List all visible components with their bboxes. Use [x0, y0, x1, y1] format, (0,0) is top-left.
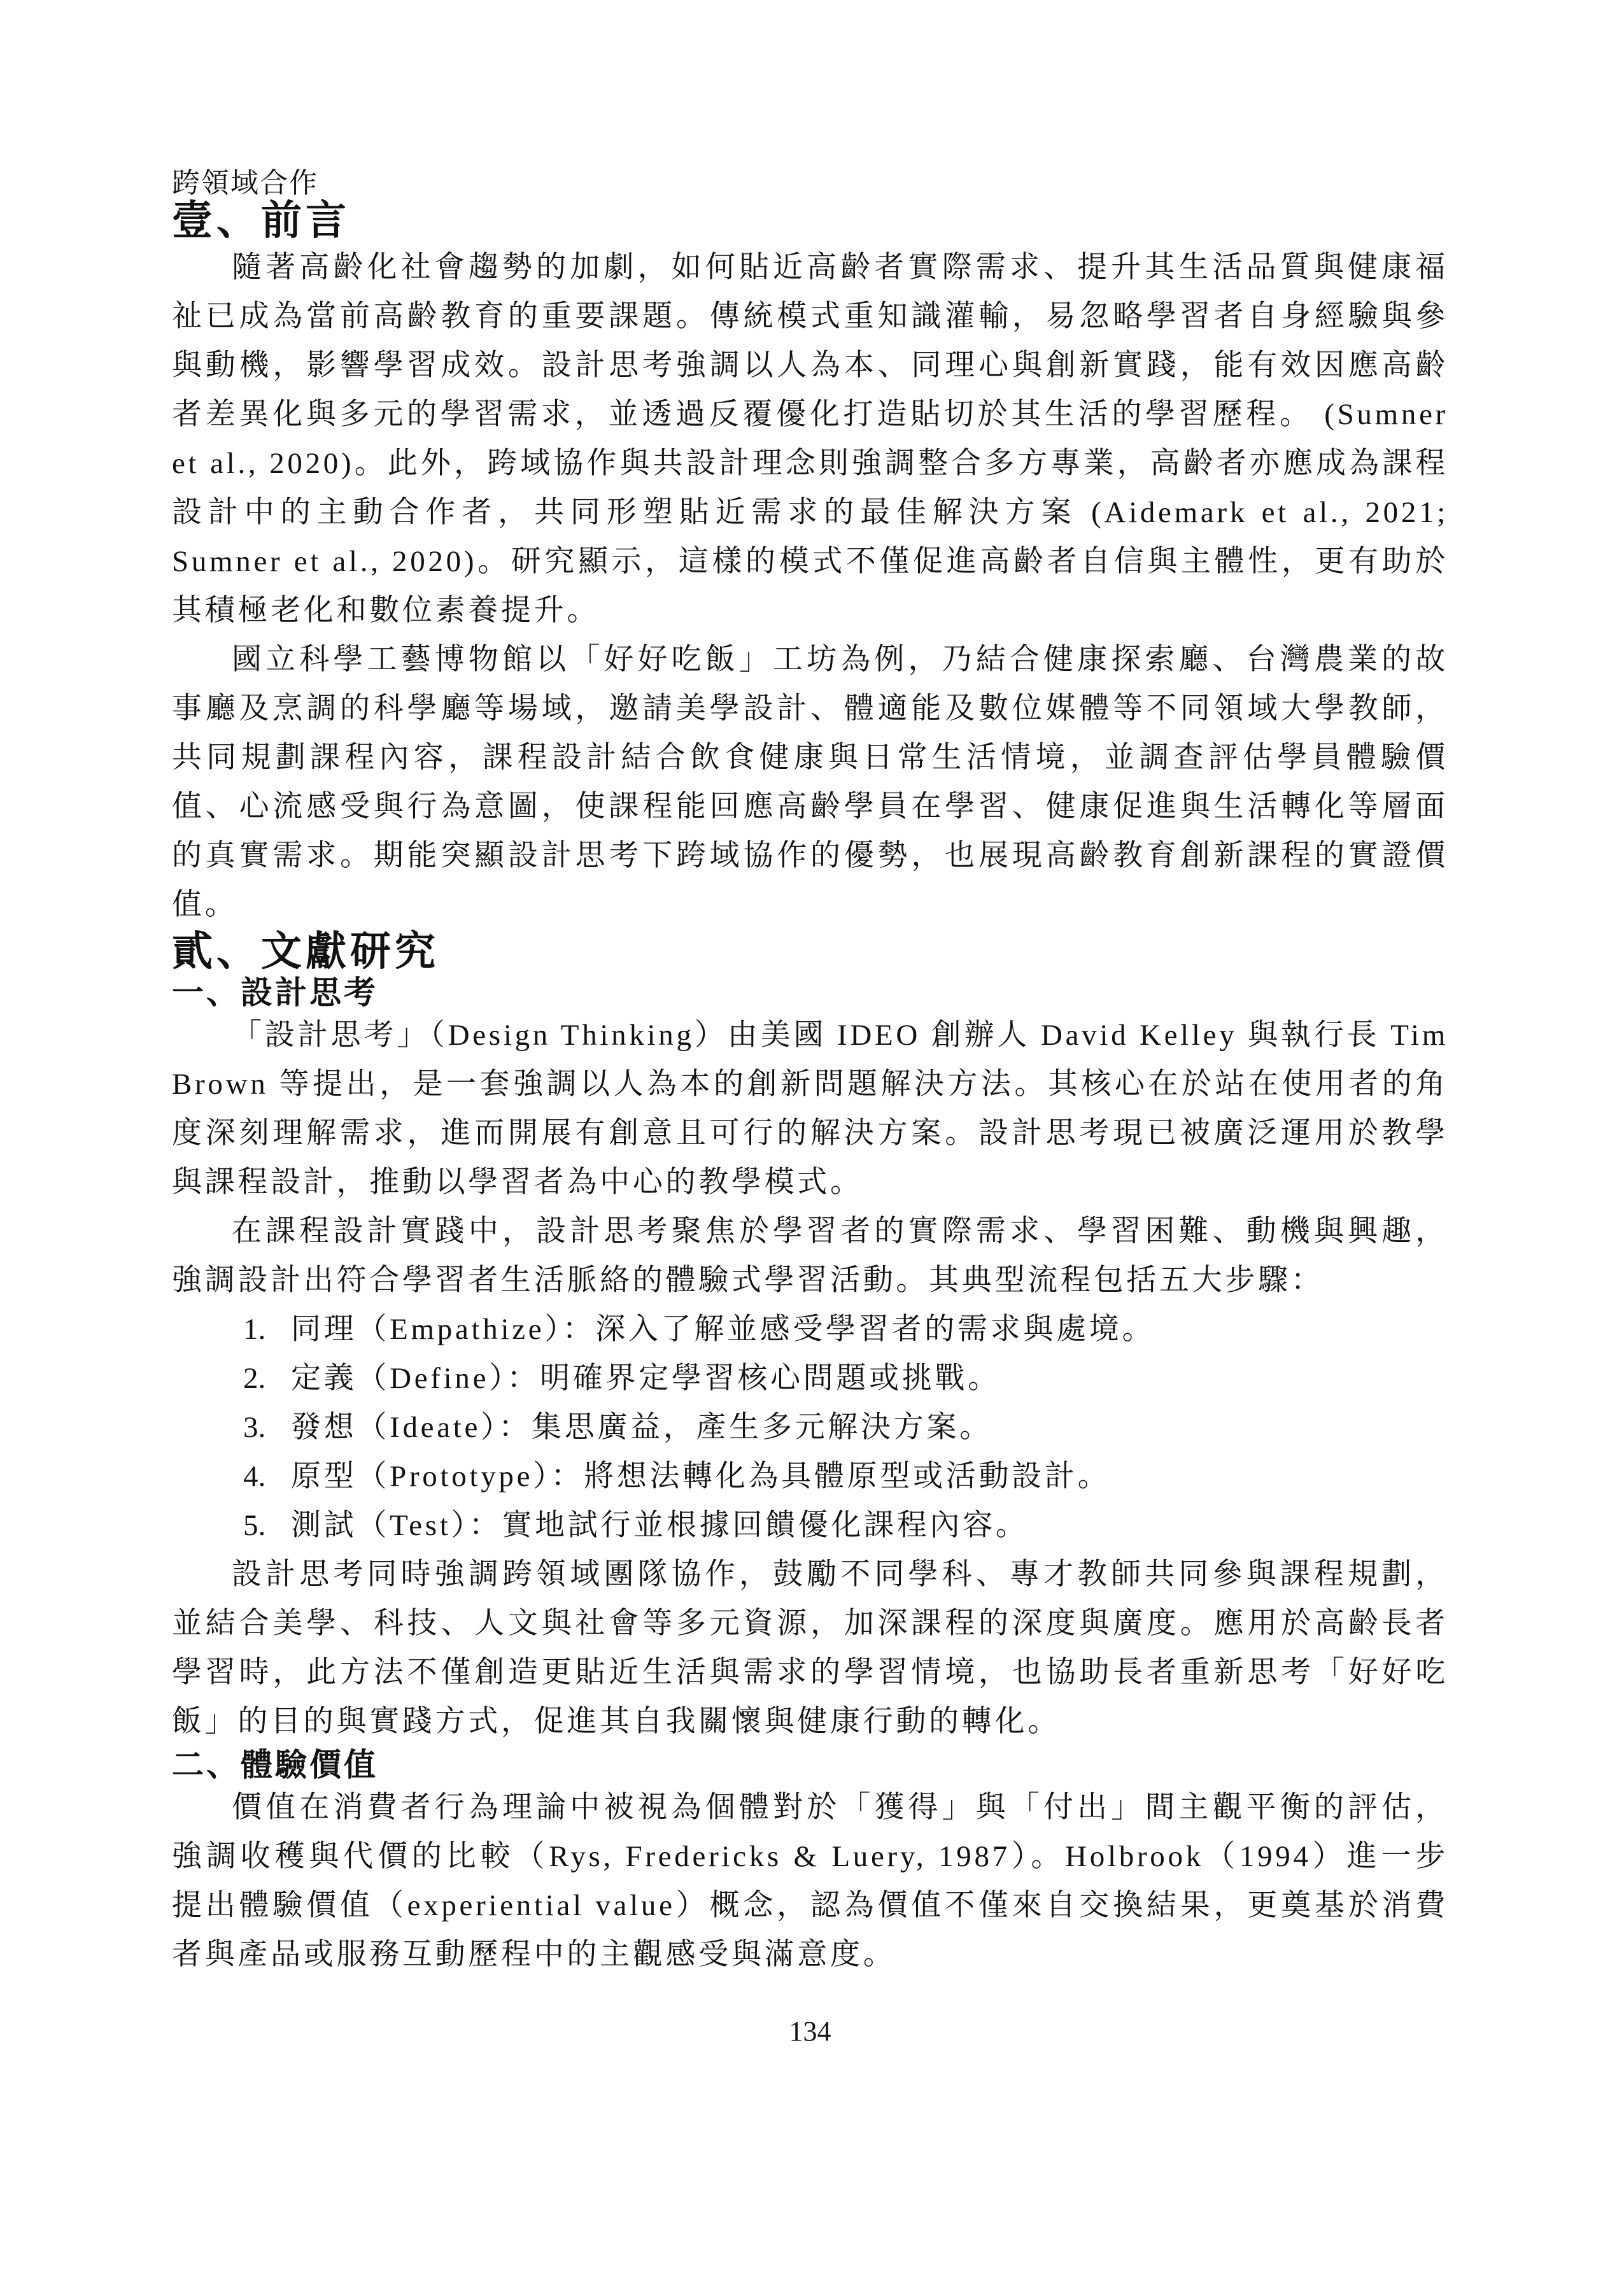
page-number: 134: [789, 2016, 831, 2047]
list-item: [172, 1501, 1448, 1550]
subsection-heading-experiential-value: 二、體驗價值: [172, 1747, 378, 1783]
list-item-text: 定義（Define）：明確界定學習核心問題或挑戰。: [291, 1362, 1001, 1395]
list-item-text: 發想（Ideate）：集思廣益，產生多元解決方案。: [291, 1411, 992, 1444]
section-heading-literature-review: 貳、文獻研究: [172, 929, 439, 974]
list-item-text: 原型（Prototype）：將想法轉化為具體原型或活動設計。: [291, 1460, 1111, 1493]
list-item: [172, 1354, 1448, 1403]
list-item-text: 測試（Test）：實地試行並根據回饋優化課程內容。: [291, 1509, 1029, 1542]
list-item-number: 4.: [243, 1460, 266, 1493]
list-item: [172, 1452, 1448, 1501]
list-item: [172, 1305, 1448, 1354]
list-item-number: 5.: [243, 1509, 266, 1542]
list-item-number: 1.: [243, 1313, 266, 1346]
list-item: [172, 1403, 1448, 1452]
running-head: 跨領域合作: [172, 167, 318, 199]
list-item-number: 2.: [243, 1362, 266, 1395]
design-thinking-paragraph-2: 在課程設計實踐中，設計思考聚焦於學習者的實際需求、學習困難、動機與興趣，強調設計出符合學習者生活脈絡的體驗式學習活動。其典型流程包括五大步驟：: [172, 1215, 1448, 1297]
intro-paragraph-1: 隨著高齡化社會趨勢的加劇，如何貼近高齡者實際需求、提升其生活品質與健康福祉已成為當前高齡教育的重要課題。傳統模式重知識灌輸，易忽略學習者自身經驗與參與動機，影響學習成效。設計思考強調以人為本、同理心與創新實踐，能有效因應高齡者差異化與多元的學習需求，並透過反覆優化打造貼切於其生活的學習歷程。 (Sumner et al., 2020)。此外，跨域協作與共設計理念則強調整合多方專業，高齡者亦應成為課程設計中的主動合作者，共同形塑貼近需求的最佳解決方案 (Aidemark et al., 2021; Sumner et al., 2020)。研究顯示，這樣的模式不僅促進高齡者自信與主體性，更有助於其積極老化和數位素養提升。: [172, 251, 1448, 627]
subsection-heading-design-thinking: 一、設計思考: [172, 975, 378, 1010]
design-thinking-closing-paragraph: 設計思考同時強調跨領域團隊協作，鼓勵不同學科、專才教師共同參與課程規劃，並結合美學、科技、人文與社會等多元資源，加深課程的深度與廣度。應用於高齡長者學習時，此方法不僅創造更貼近生活與需求的學習情境，也協助長者重新思考「好好吃飯」的目的與實踐方式，促進其自我關懷與健康行動的轉化。: [172, 1558, 1448, 1738]
design-thinking-steps-list: [172, 1305, 1448, 1550]
design-thinking-paragraph-1: 「設計思考」（Design Thinking）由美國 IDEO 創辦人 David Kelley 與執行長 Tim Brown 等提出，是一套強調以人為本的創新問題解決方法。其核心在於站在使用者的角度深刻理解需求，進而開展有創意且可行的解決方案。設計思考現已被廣泛運用於教學與課程設計，推動以學習者為中心的教學模式。: [172, 1019, 1448, 1199]
experiential-value-paragraph-1: 價值在消費者行為理論中被視為個體對於「獲得」與「付出」間主觀平衡的評估，強調收穫與代價的比較（Rys, Fredericks & Luery, 1987）。Holbrook（1994）進一步提出體驗價值（experiential value）概念，認為價值不僅來自交換結果，更奠基於消費者與產品或服務互動歷程中的主觀感受與滿意度。: [172, 1791, 1448, 1971]
intro-paragraph-2: 國立科學工藝博物館以「好好吃飯」工坊為例，乃結合健康探索廳、台灣農業的故事廳及烹調的科學廳等場域，邀請美學設計、體適能及數位媒體等不同領域大學教師，共同規劃課程內容，課程設計結合飲食健康與日常生活情境，並調查評估學員體驗價值、心流感受與行為意圖，使課程能回應高齡學員在學習、健康促進與生活轉化等層面的真實需求。期能突顯設計思考下跨域協作的優勢，也展現高齡教育創新課程的實證價值。: [172, 643, 1448, 921]
list-item-text: 同理（Empathize）：深入了解並感受學習者的需求與處境。: [291, 1313, 1155, 1346]
list-item-number: 3.: [243, 1411, 266, 1444]
section-heading-introduction: 壹、前言: [172, 198, 350, 243]
